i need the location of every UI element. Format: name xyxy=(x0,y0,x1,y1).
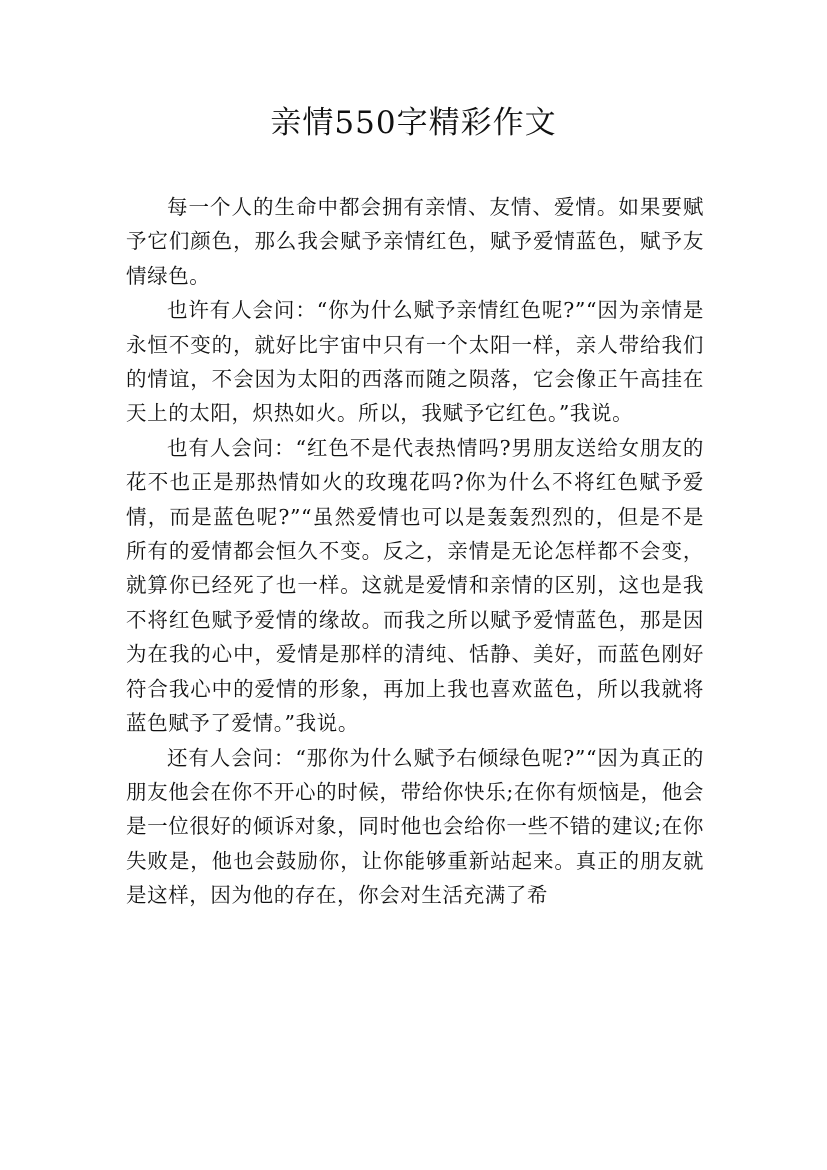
document-body xyxy=(126,190,704,913)
paragraph: 还有人会问：“那你为什么赋予右倾绿色呢?”“因为真正的朋友他会在你不开心的时候，带给你快乐;在你有烦恼是，他会是一位很好的倾诉对象，同时他也会给你一些不错的建议;在你失败是，他也会鼓励你，让你能够重新站起来。真正的朋友就是这样，因为他的存在，你会对生活充满了希 xyxy=(126,745,704,908)
paragraph: 也许有人会问：“你为什么赋予亲情红色呢?”“因为亲情是永恒不变的，就好比宇宙中只有一个太阳一样，亲人带给我们的情谊，不会因为太阳的西落而随之陨落，它会像正午高挂在天上的太阳，炽热如火。所以，我赋予它红色。”我说。 xyxy=(126,298,704,426)
document-title: 亲情550字精彩作文 xyxy=(270,105,557,141)
paragraph: 每一个人的生命中都会拥有亲情、友情、爱情。如果要赋予它们颜色，那么我会赋予亲情红色，赋予爱情蓝色，赋予友情绿色。 xyxy=(126,195,704,288)
paragraph: 也有人会问：“红色不是代表热情吗?男朋友送给女朋友的花不也正是那热情如火的玫瑰花吗?你为什么不将红色赋予爱情，而是蓝色呢?”“虽然爱情也可以是轰轰烈烈的，但是不是所有的爱情都会恒久不变。反之，亲情是无论怎样都不会变，就算你已经死了也一样。这就是爱情和亲情的区别，这也是我不将红色赋予爱情的缘故。而我之所以赋予爱情蓝色，那是因为在我的心中，爱情是那样的清纯、恬静、美好，而蓝色刚好符合我心中的爱情的形象，再加上我也喜欢蓝色，所以我就将蓝色赋予了爱情。”我说。 xyxy=(126,435,704,736)
